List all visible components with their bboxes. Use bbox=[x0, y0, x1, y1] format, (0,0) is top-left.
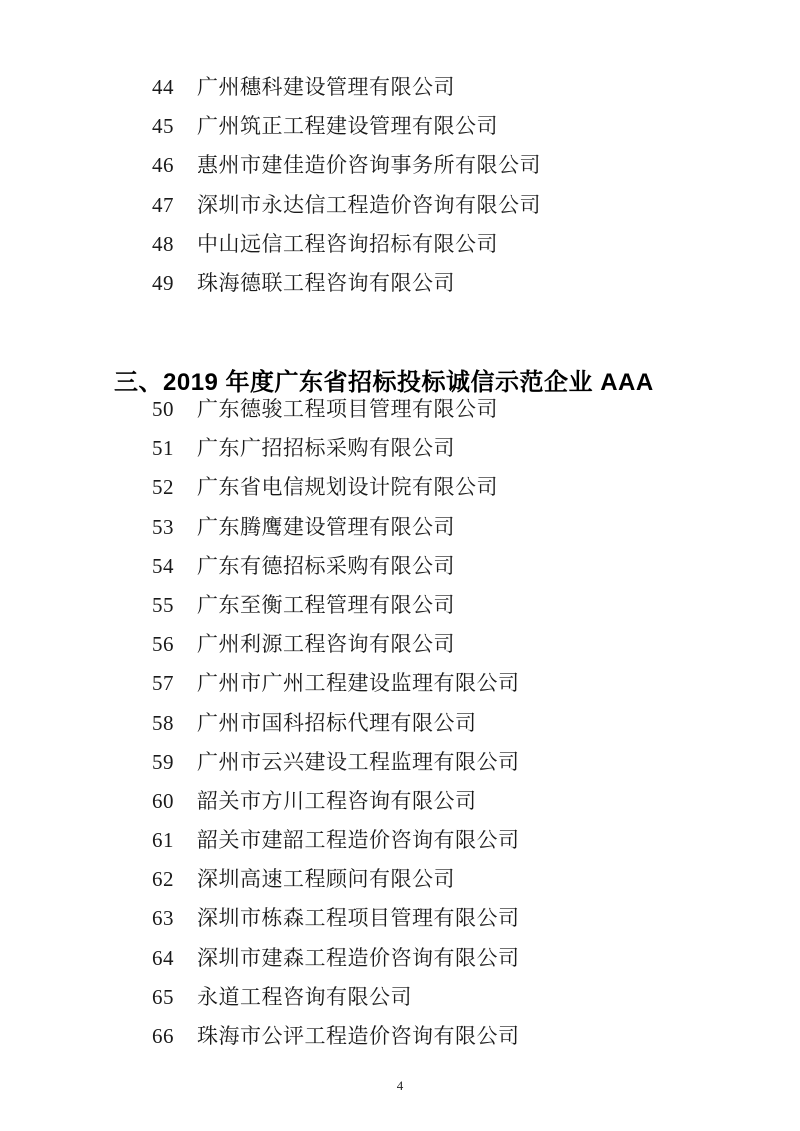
item-number: 53 bbox=[152, 514, 174, 539]
item-number: 56 bbox=[152, 632, 174, 657]
item-number: 48 bbox=[152, 231, 174, 256]
item-company-name: 广州筑正工程建设管理有限公司 bbox=[197, 114, 498, 139]
item-number: 64 bbox=[152, 945, 174, 970]
item-number: 54 bbox=[152, 553, 174, 578]
item-company-name: 广东广招招标采购有限公司 bbox=[197, 436, 455, 461]
item-company-name: 韶关市建韶工程造价咨询有限公司 bbox=[197, 828, 520, 853]
item-company-name: 中山远信工程咨询招标有限公司 bbox=[197, 231, 498, 256]
item-company-name: 广东有德招标采购有限公司 bbox=[197, 553, 455, 578]
item-company-name: 深圳高速工程顾问有限公司 bbox=[197, 867, 455, 892]
item-number: 47 bbox=[152, 192, 174, 217]
item-number: 66 bbox=[152, 1024, 174, 1048]
item-company-name: 珠海市公评工程造价咨询有限公司 bbox=[197, 1024, 520, 1048]
item-company-name: 珠海德联工程咨询有限公司 bbox=[197, 270, 455, 295]
list-item bbox=[152, 390, 760, 429]
list-item bbox=[152, 146, 760, 185]
list-item bbox=[152, 899, 760, 938]
item-company-name: 永道工程咨询有限公司 bbox=[197, 984, 412, 1009]
item-number: 59 bbox=[152, 749, 174, 774]
list-item bbox=[152, 468, 760, 507]
list-item bbox=[152, 429, 760, 468]
item-company-name: 广东腾鹰建设管理有限公司 bbox=[197, 514, 455, 539]
item-number: 57 bbox=[152, 671, 174, 696]
list-item bbox=[152, 186, 760, 225]
item-company-name: 惠州市建佳造价咨询事务所有限公司 bbox=[197, 153, 541, 178]
item-number: 46 bbox=[152, 153, 174, 178]
item-company-name: 广州利源工程咨询有限公司 bbox=[197, 632, 455, 657]
item-company-name: 广州市广州工程建设监理有限公司 bbox=[197, 671, 520, 696]
company-list-section-three bbox=[152, 390, 760, 1056]
item-company-name: 深圳市栋森工程项目管理有限公司 bbox=[197, 906, 520, 931]
list-item bbox=[152, 939, 760, 978]
list-item bbox=[152, 978, 760, 1017]
page-number: 4 bbox=[396, 1078, 404, 1093]
item-number: 44 bbox=[152, 75, 174, 99]
item-number: 52 bbox=[152, 475, 174, 500]
list-item bbox=[152, 225, 760, 264]
item-company-name: 广州市云兴建设工程监理有限公司 bbox=[197, 749, 520, 774]
list-item bbox=[152, 107, 760, 146]
list-item bbox=[152, 547, 760, 586]
item-company-name: 深圳市永达信工程造价咨询有限公司 bbox=[197, 192, 541, 217]
item-number: 51 bbox=[152, 436, 174, 461]
list-item bbox=[152, 264, 760, 303]
item-number: 55 bbox=[152, 592, 174, 617]
list-item bbox=[152, 508, 760, 547]
item-company-name: 广东德骏工程项目管理有限公司 bbox=[197, 397, 498, 421]
list-item bbox=[152, 1017, 760, 1056]
item-number: 62 bbox=[152, 867, 174, 892]
item-number: 49 bbox=[152, 270, 174, 295]
list-item bbox=[152, 821, 760, 860]
item-number: 58 bbox=[152, 710, 174, 735]
list-item bbox=[152, 860, 760, 899]
item-number: 50 bbox=[152, 397, 174, 421]
item-company-name: 深圳市建森工程造价咨询有限公司 bbox=[197, 945, 520, 970]
list-item bbox=[152, 743, 760, 782]
item-number: 65 bbox=[152, 984, 174, 1009]
list-item bbox=[152, 68, 760, 107]
company-list-continued bbox=[152, 68, 760, 303]
section-three-heading: 三、2019 年度广东省招标投标诚信示范企业 AAA bbox=[114, 368, 654, 396]
list-item bbox=[152, 625, 760, 664]
item-number: 63 bbox=[152, 906, 174, 931]
item-number: 61 bbox=[152, 828, 174, 853]
item-number: 60 bbox=[152, 788, 174, 813]
item-number: 45 bbox=[152, 114, 174, 139]
list-item bbox=[152, 664, 760, 703]
list-item bbox=[152, 586, 760, 625]
item-company-name: 广州穗科建设管理有限公司 bbox=[197, 75, 455, 99]
list-item bbox=[152, 782, 760, 821]
item-company-name: 广州市国科招标代理有限公司 bbox=[197, 710, 477, 735]
item-company-name: 广东至衡工程管理有限公司 bbox=[197, 592, 455, 617]
item-company-name: 韶关市方川工程咨询有限公司 bbox=[197, 788, 477, 813]
item-company-name: 广东省电信规划设计院有限公司 bbox=[197, 475, 498, 500]
list-item bbox=[152, 704, 760, 743]
